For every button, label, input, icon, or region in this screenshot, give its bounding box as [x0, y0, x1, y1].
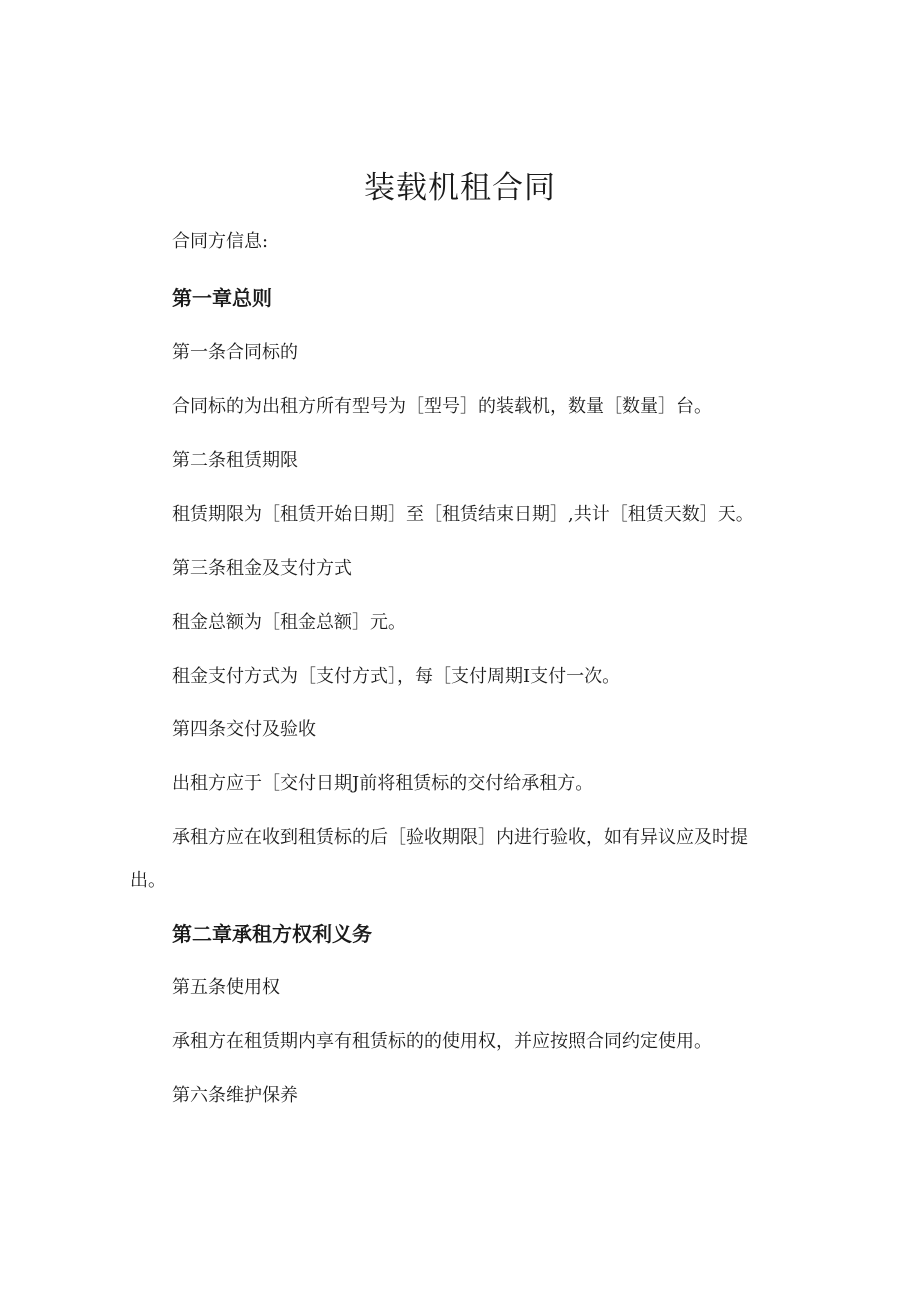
article-body: 出租方应于［交付日期J前将租赁标的交付给承租方。	[172, 773, 594, 794]
article-title: 第一条合同标的	[172, 342, 298, 363]
article-body: 租赁期限为［租赁开始日期］至［租赁结束日期］,共计［租赁天数］天。	[172, 504, 754, 525]
article-title: 第六条维护保养	[172, 1085, 298, 1106]
article-body: 承租方在租赁期内享有租赁标的的使用权，并应按照合同约定使用。	[172, 1031, 712, 1052]
article-body-continuation: 出。	[130, 870, 166, 891]
article-body: 合同标的为出租方所有型号为［型号］的装载机，数量［数量］台。	[172, 396, 712, 417]
chapter-heading: 第一章总则	[172, 286, 272, 310]
article-title: 第四条交付及验收	[172, 719, 316, 740]
article-title: 第三条租金及支付方式	[172, 558, 352, 579]
document-title: 装载机租合同	[364, 170, 556, 206]
party-info-label: 合同方信息:	[172, 231, 269, 252]
article-body: 承租方应在收到租赁标的后［验收期限］内进行验收，如有异议应及时提	[172, 827, 748, 848]
article-title: 第五条使用权	[172, 977, 280, 998]
chapter-heading: 第二章承租方权利义务	[172, 922, 372, 946]
article-title: 第二条租赁期限	[172, 450, 298, 471]
article-body: 租金支付方式为［支付方式］，每［支付周期I支付一次。	[172, 666, 621, 687]
article-body: 租金总额为［租金总额］元。	[172, 612, 406, 633]
